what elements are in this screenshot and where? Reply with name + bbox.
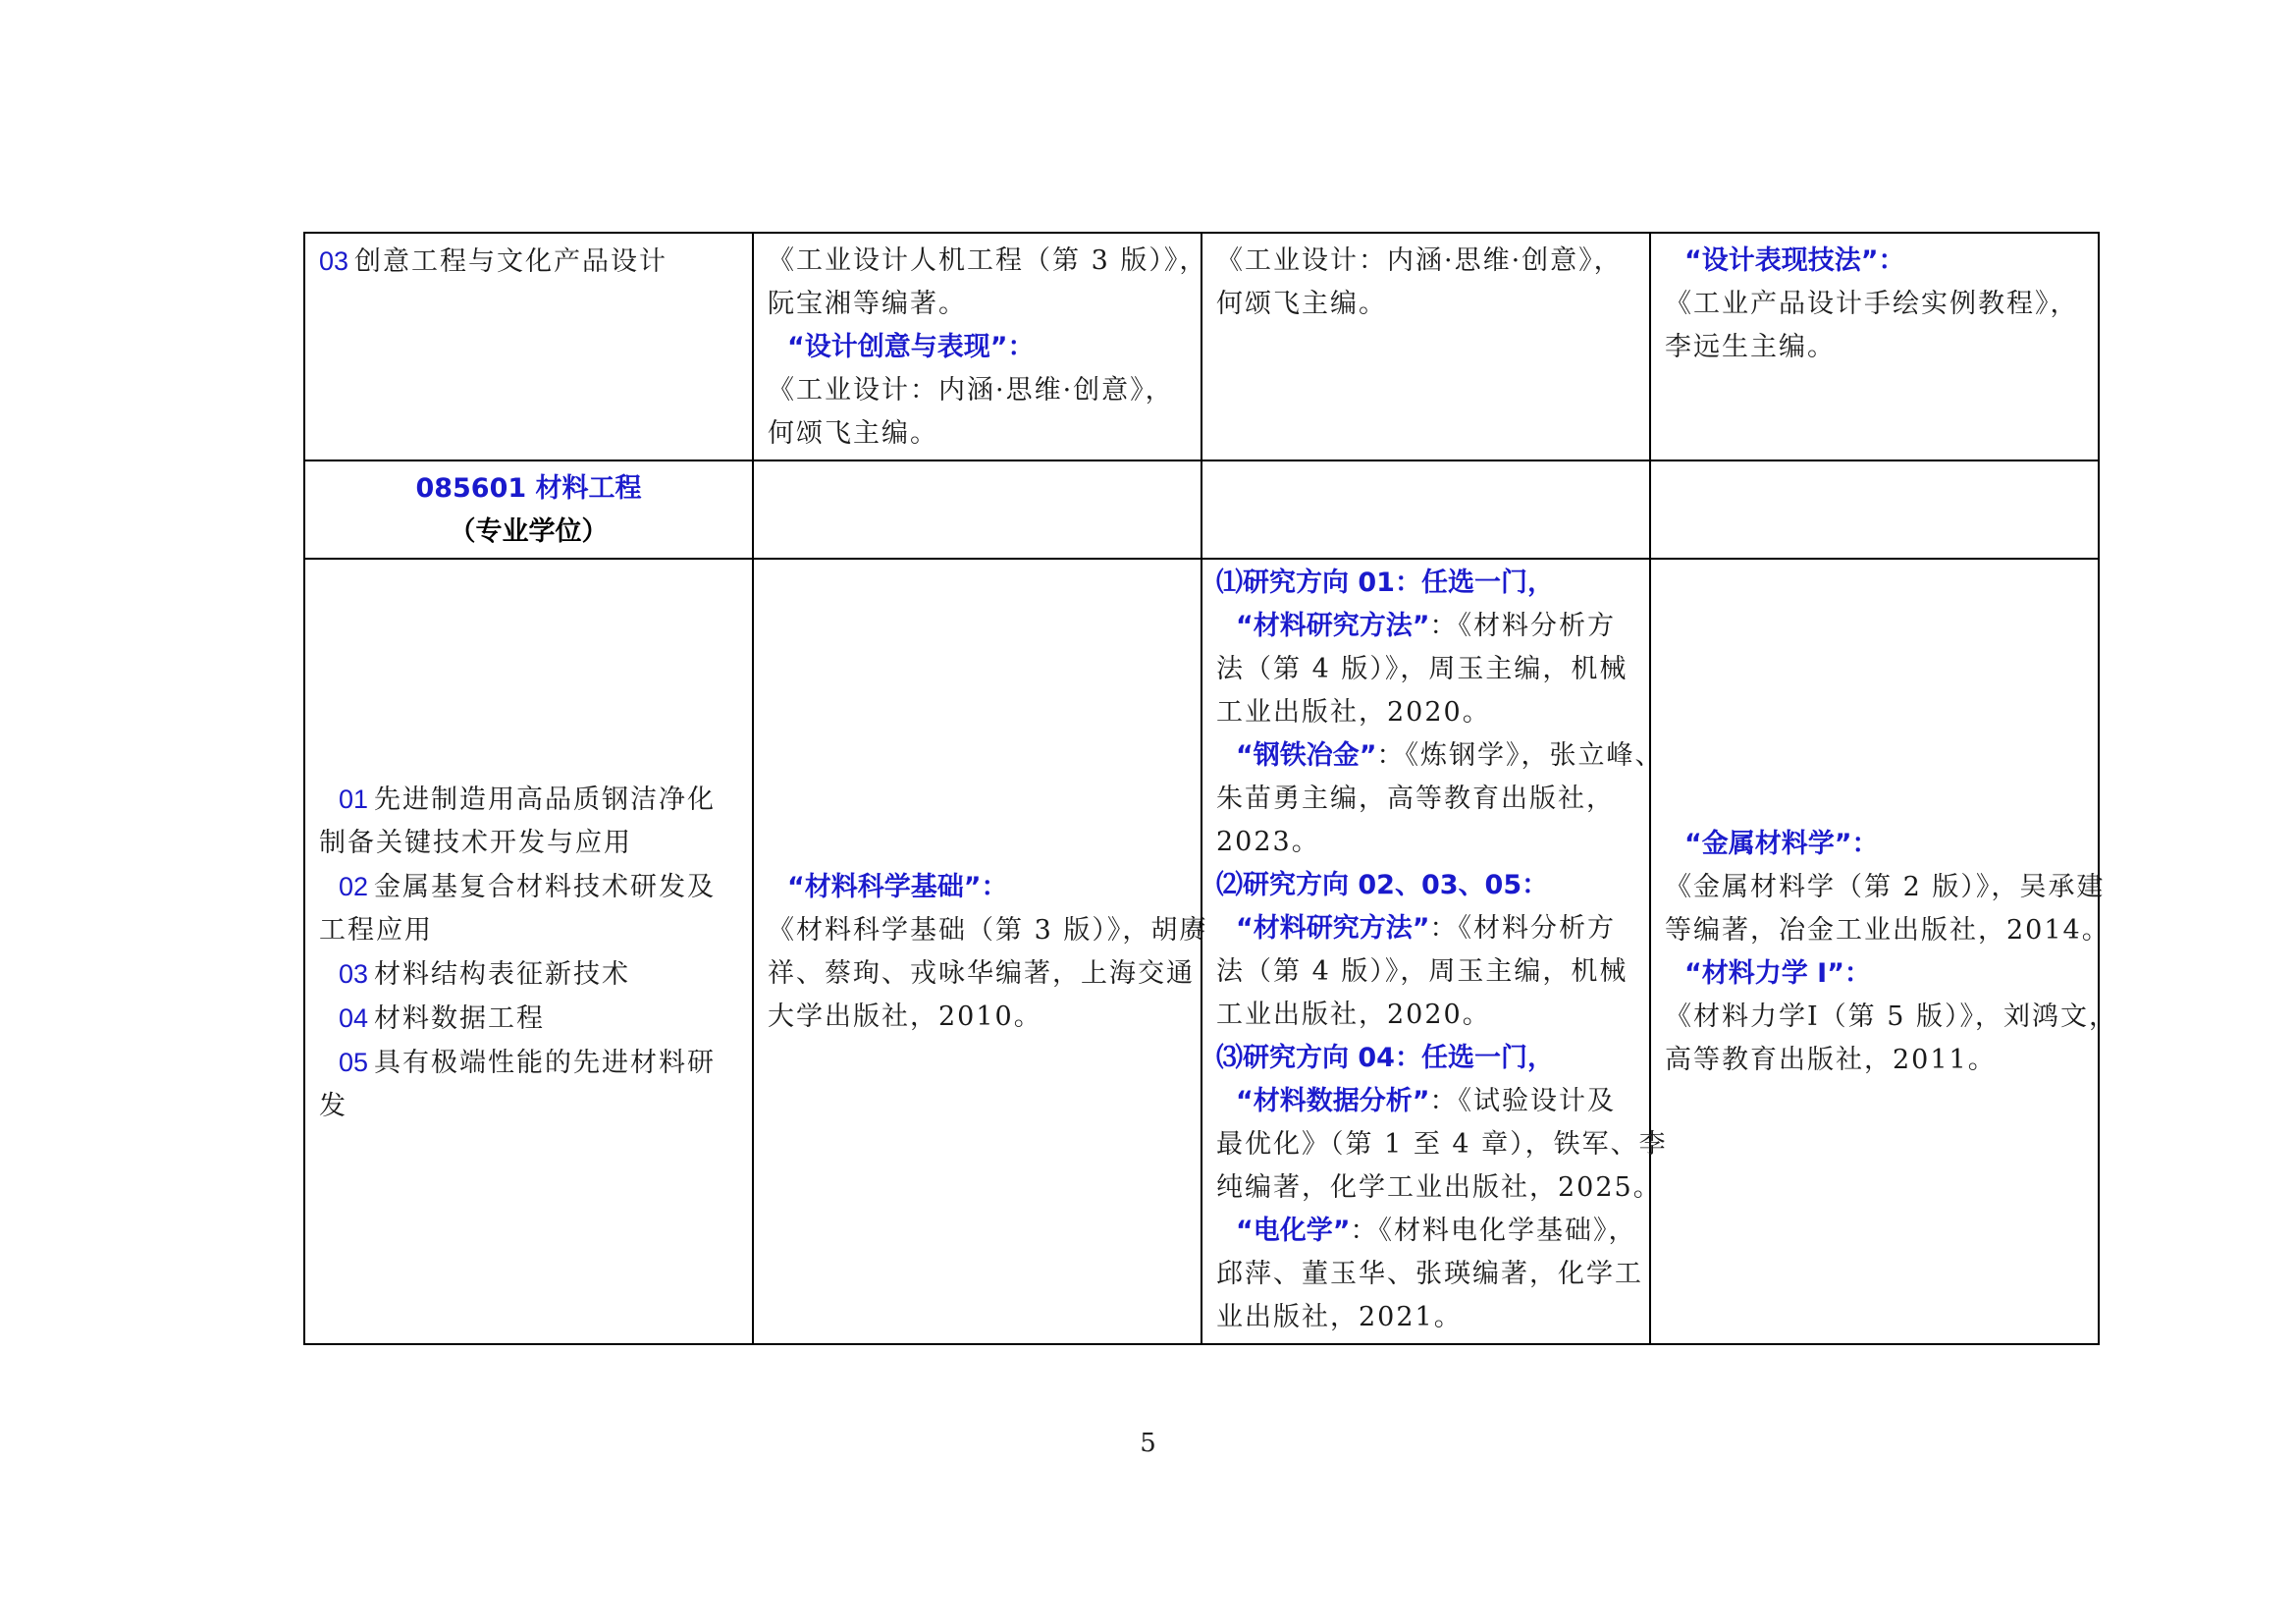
reference-line: 《工业产品设计手绘实例教程》，	[1665, 289, 2079, 319]
degree-type: （专业学位）	[449, 516, 609, 547]
direction-cell	[304, 233, 753, 460]
reference-line: 《工业设计：内涵·思维·创意》，	[768, 375, 1174, 406]
subject-heading: “电化学”	[1236, 1216, 1351, 1246]
empty-cell	[753, 460, 1201, 559]
subject-heading: “材料数据分析”	[1236, 1086, 1430, 1116]
reference-line: “材料研究方法”：《材料分析方	[1236, 913, 1616, 944]
reference-line: 《工业设计人机工程（第 3 版）》，	[768, 245, 1208, 276]
reference-line: 纯编著，化学工业出版社，2025。	[1216, 1172, 1662, 1203]
table-row	[304, 559, 2099, 1344]
direction-code: 03	[339, 958, 369, 989]
direction-item-cont: 工程应用	[319, 914, 433, 946]
direction-item: 04 材料数据工程	[319, 997, 738, 1041]
subject-heading: “设计表现技法”：	[1684, 245, 1905, 276]
table-row	[304, 233, 2099, 460]
direction-item-cont: 发	[319, 1090, 347, 1121]
extra-subject-cell	[1650, 233, 2099, 460]
subject-heading: “钢铁冶金”	[1236, 740, 1377, 771]
major-cell	[304, 460, 753, 559]
reference-line: 工业出版社，2020。	[1216, 1000, 1491, 1030]
direction-item: 01 先进制造用高品质钢洁净化	[319, 778, 738, 822]
group-title: ⑶研究方向 04：任选一门，	[1216, 1043, 1554, 1073]
reference-line: 何颂飞主编。	[1216, 289, 1387, 319]
reference-line: 《金属材料学（第 2 版）》，吴承建	[1665, 872, 2106, 902]
direction-code: 02	[339, 871, 369, 901]
exam-table	[303, 232, 2118, 1345]
reference-line: 2023。	[1216, 827, 1320, 857]
retest-subject-cell	[1201, 233, 1650, 460]
subject-heading: “材料研究方法”	[1236, 913, 1430, 944]
reference-line: 法（第 4 版）》，周玉主编，机械	[1216, 956, 1629, 987]
reference-line: “钢铁冶金”：《炼钢学》，张立峰、	[1236, 740, 1664, 771]
direction-item	[319, 240, 738, 284]
retest-subject-cell	[1201, 559, 1668, 1344]
reference-line: 《材料科学基础（第 3 版）》，胡赓	[768, 915, 1208, 946]
page-number: 5	[1140, 1429, 1156, 1458]
reference-line: 工业出版社，2020。	[1216, 697, 1491, 728]
subject-heading: “材料研究方法”	[1236, 611, 1430, 641]
reference-line: 朱苗勇主编，高等教育出版社，	[1216, 784, 1615, 814]
prelim-subject-cell	[753, 233, 1208, 460]
reference-line: “材料研究方法”：《材料分析方	[1236, 611, 1616, 641]
group-title: ⑴研究方向 01：任选一门，	[1216, 568, 1554, 598]
direction-item: 02 金属基复合材料技术研发及	[319, 865, 738, 909]
direction-item-cont: 制备关键技术开发与应用	[319, 827, 632, 858]
reference-line: 邱萍、董玉华、张瑛编著，化学工	[1216, 1259, 1643, 1289]
reference-line: 何颂飞主编。	[768, 418, 938, 449]
reference-line: 祥、蔡珣、戎咏华编著，上海交通	[768, 958, 1195, 989]
direction-code: 01	[339, 784, 369, 814]
reference-line: 《工业设计：内涵·思维·创意》，	[1216, 245, 1623, 276]
empty-cell	[1650, 460, 2099, 559]
major-title: 085601 材料工程	[415, 473, 642, 504]
subject-heading: “材料科学基础”：	[787, 872, 1008, 902]
reference-line: “材料数据分析”：《试验设计及	[1236, 1086, 1616, 1116]
prelim-subject-cell	[753, 559, 1208, 1344]
direction-text: 创意工程与文化产品设计	[354, 246, 668, 277]
reference-line: 阮宝湘等编著。	[768, 289, 967, 319]
reference-line: 《材料力学Ⅰ（第 5 版）》，刘鸿文，	[1665, 1001, 2118, 1032]
direction-item: 03 材料结构表征新技术	[319, 952, 738, 997]
reference-line: 李远生主编。	[1665, 332, 1836, 362]
reference-line: 等编著，冶金工业出版社，2014。	[1665, 915, 2110, 946]
reference-line: “电化学”：《材料电化学基础》，	[1236, 1216, 1637, 1246]
table-row	[304, 460, 2099, 559]
reference-line: 最优化》（第 1 至 4 章），铁军、李	[1216, 1129, 1668, 1160]
direction-code: 05	[339, 1047, 369, 1077]
direction-code: 04	[339, 1002, 369, 1033]
direction-item: 05 具有极端性能的先进材料研	[319, 1041, 738, 1085]
reference-line: 高等教育出版社，2011。	[1665, 1045, 1997, 1075]
extra-subject-cell	[1650, 559, 2118, 1344]
direction-cell	[304, 559, 753, 1344]
subject-heading: “设计创意与表现”：	[787, 332, 1035, 362]
direction-code: 03	[319, 246, 349, 276]
subject-heading: “金属材料学”：	[1684, 829, 1879, 859]
reference-line: 法（第 4 版）》，周玉主编，机械	[1216, 654, 1629, 684]
reference-line: 业出版社，2021。	[1216, 1302, 1463, 1332]
group-title: ⑵研究方向 02、03、05：	[1216, 870, 1549, 900]
empty-cell	[1201, 460, 1650, 559]
subject-heading: “材料力学 Ⅰ”：	[1684, 958, 1871, 989]
reference-line: 大学出版社，2010。	[768, 1001, 1042, 1032]
